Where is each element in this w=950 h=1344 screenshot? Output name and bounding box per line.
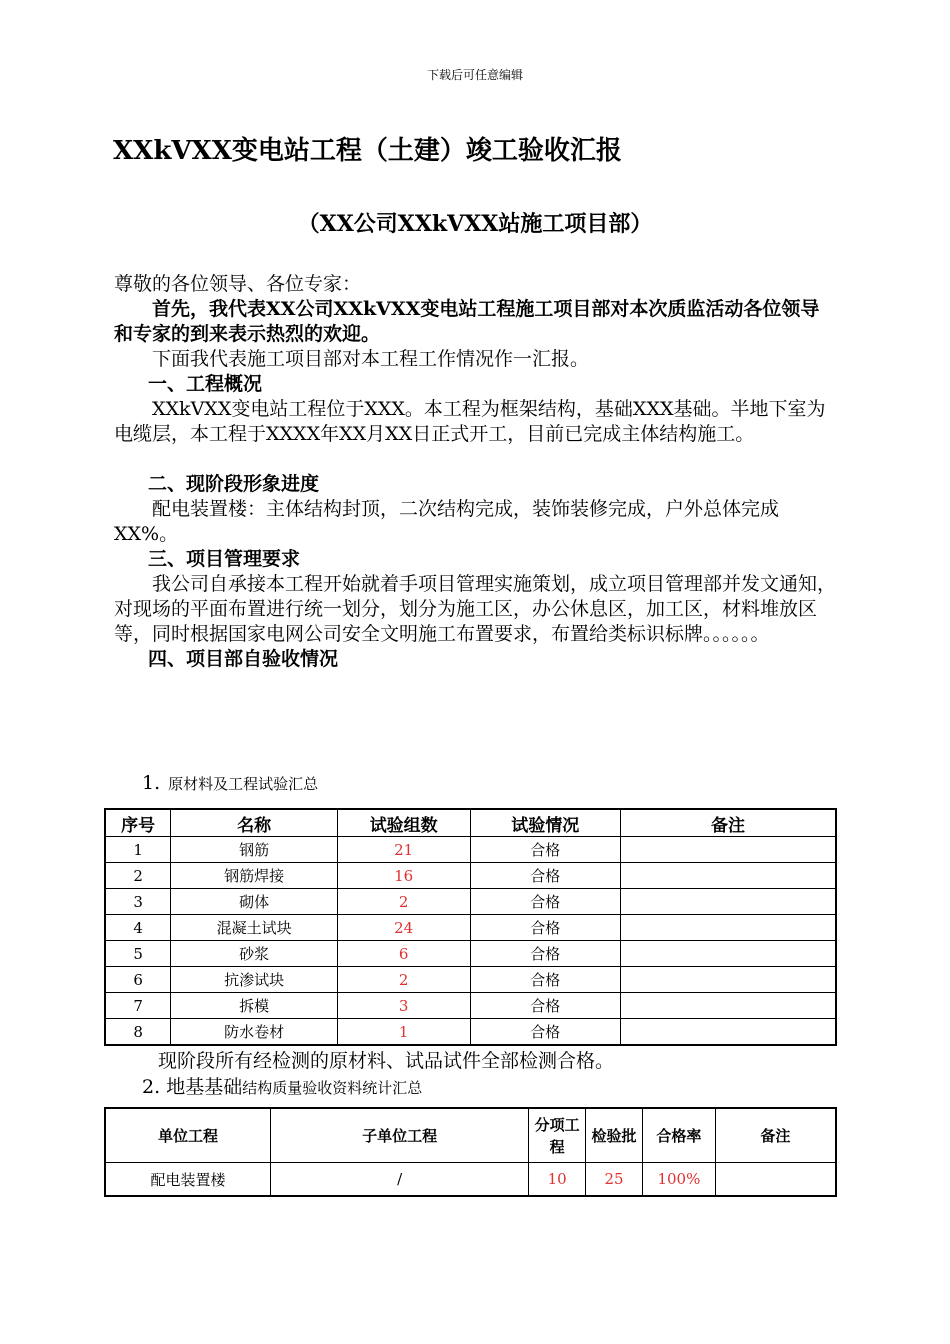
header-pass-rate: 合格率 [642, 1108, 715, 1163]
cell-name: 砂浆 [171, 941, 338, 967]
cell-test-count: 1 [337, 1019, 470, 1046]
cell-test-count: 6 [337, 941, 470, 967]
cell-test-count: 3 [337, 993, 470, 1019]
cell-test-result: 合格 [470, 915, 621, 941]
cell-remarks [715, 1163, 836, 1197]
header-sub-unit-project: 子单位工程 [271, 1108, 529, 1163]
section-4-heading: 四、项目部自验收情况 [148, 648, 339, 670]
materials-test-table [104, 808, 837, 1046]
table-row [105, 863, 836, 889]
cell-name: 拆模 [171, 993, 338, 1019]
cell-test-count: 21 [337, 837, 470, 863]
header-remarks: 备注 [715, 1108, 836, 1163]
table-row [105, 1019, 836, 1046]
section-2-text: 配电装置楼：主体结构封顶，二次结构完成，装饰装修完成，户外总体完成XX%。 [114, 498, 780, 545]
cell-test-result: 合格 [470, 837, 621, 863]
foundation-acceptance-table [104, 1107, 837, 1197]
cell-remarks [621, 837, 836, 863]
cell-test-result: 合格 [470, 889, 621, 915]
cell-name: 混凝土试块 [171, 915, 338, 941]
document-subtitle: （XX公司XXkVXX站施工项目部） [297, 211, 653, 237]
cell-test-count: 16 [337, 863, 470, 889]
cell-remarks [621, 1019, 836, 1046]
section-2-heading: 二、现阶段形象进度 [148, 473, 320, 495]
table-2-caption-number: 2. [142, 1076, 161, 1098]
cell-remarks [621, 993, 836, 1019]
cell-test-result: 合格 [470, 941, 621, 967]
table-1-caption [142, 772, 318, 794]
table-2-caption-sub: 结构质量验收资料统计汇总 [242, 1079, 423, 1097]
cell-sub-item-project: 10 [529, 1163, 586, 1197]
cell-test-count: 2 [337, 967, 470, 993]
cell-name: 砌体 [171, 889, 338, 915]
cell-remarks [621, 915, 836, 941]
cell-test-result: 合格 [470, 967, 621, 993]
cell-remarks [621, 967, 836, 993]
header-note: 下载后可任意编辑 [426, 68, 523, 82]
intro-paragraph: 下面我代表施工项目部对本工程工作情况作一汇报。 [152, 348, 590, 370]
cell-index: 2 [105, 863, 171, 889]
cell-index: 5 [105, 941, 171, 967]
cell-index: 4 [105, 915, 171, 941]
cell-name: 防水卷材 [171, 1019, 338, 1046]
table-2-caption [142, 1072, 422, 1099]
cell-index: 6 [105, 967, 171, 993]
table-2-caption-main: 地基基础 [166, 1076, 243, 1098]
cell-index: 8 [105, 1019, 171, 1046]
table-1-caption-number: 1. [142, 772, 161, 794]
section-3-text: 我公司自承接本工程开始就着手项目管理实施策划，成立项目管理部并发文通知，对现场的平面布置进行统一划分，划分为施工区，办公休息区，加工区，材料堆放区等，同时根据国家电网公司安全文明施工布置要求，布置给类标识标牌。。。。。。 [114, 573, 837, 645]
cell-test-result: 合格 [470, 863, 621, 889]
welcome-paragraph: 首先，我代表XX公司XXkVXX变电站工程施工项目部对本次质监活动各位领导和专家的到来表示热烈的欢迎。 [114, 298, 820, 345]
cell-remarks [621, 941, 836, 967]
document-title: XXkVXX变电站工程（土建）竣工验收汇报 [113, 136, 622, 166]
cell-test-result: 合格 [470, 993, 621, 1019]
cell-unit-project: 配电装置楼 [105, 1163, 271, 1197]
header-unit-project: 单位工程 [105, 1108, 271, 1163]
cell-index: 1 [105, 837, 171, 863]
table-row [105, 993, 836, 1019]
table-row [105, 967, 836, 993]
header-test-count: 试验组数 [337, 809, 470, 837]
table-header-row [105, 809, 836, 837]
cell-pass-rate: 100% [642, 1163, 715, 1197]
table-row [105, 1163, 836, 1197]
report-body [114, 272, 838, 672]
header-name: 名称 [171, 809, 338, 837]
cell-name: 钢筋 [171, 837, 338, 863]
table-header-row [105, 1108, 836, 1163]
table-row [105, 837, 836, 863]
table-row [105, 915, 836, 941]
header-sub-item-project: 分项工程 [529, 1108, 586, 1163]
cell-remarks [621, 863, 836, 889]
header-test-result: 试验情况 [470, 809, 621, 837]
greeting: 尊敬的各位领导、各位专家： [114, 273, 362, 295]
header-index: 序号 [105, 809, 171, 837]
cell-index: 7 [105, 993, 171, 1019]
cell-inspection-batch: 25 [586, 1163, 643, 1197]
cell-name: 抗渗试块 [171, 967, 338, 993]
test-summary-note: 现阶段所有经检测的原材料、试品试件全部检测合格。 [158, 1050, 615, 1072]
cell-name: 钢筋焊接 [171, 863, 338, 889]
cell-test-count: 24 [337, 915, 470, 941]
section-3-heading: 三、项目管理要求 [148, 548, 301, 570]
cell-remarks [621, 889, 836, 915]
cell-test-result: 合格 [470, 1019, 621, 1046]
table-1-caption-text: 原材料及工程试验汇总 [168, 775, 319, 793]
section-1-text: XXkVXX变电站工程位于XXX。本工程为框架结构，基础XXX基础。半地下室为电缆层，本工程于XXXX年XX月XX日正式开工，目前已完成主体结构施工。 [114, 398, 826, 445]
table-row [105, 889, 836, 915]
table-row [105, 941, 836, 967]
header-remarks: 备注 [621, 809, 836, 837]
header-inspection-batch: 检验批 [586, 1108, 643, 1163]
cell-sub-unit-project: / [271, 1163, 529, 1197]
cell-test-count: 2 [337, 889, 470, 915]
cell-index: 3 [105, 889, 171, 915]
section-1-heading: 一、工程概况 [148, 373, 263, 395]
